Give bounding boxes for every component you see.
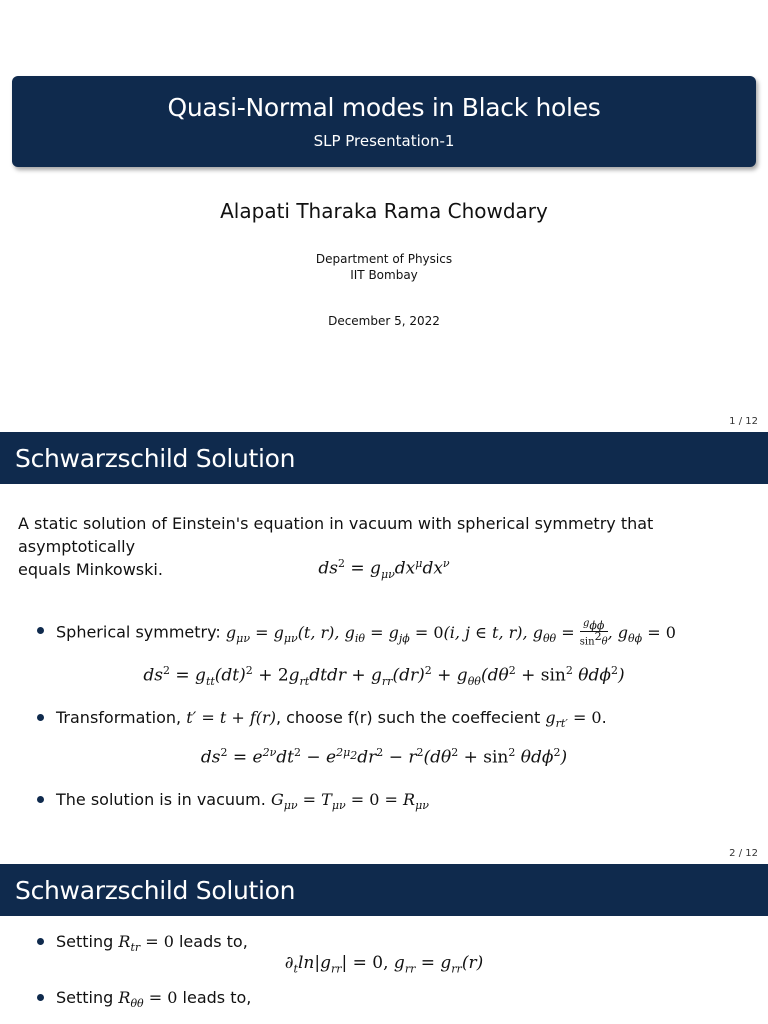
intro-line-2: equals Minkowski. — [18, 560, 163, 579]
bullet-label: Setting — [56, 988, 114, 1007]
bullet-marker — [37, 714, 44, 721]
intro-line-1: A static solution of Einstein's equation in vacuum with spherical symmetry that asymptotically — [18, 514, 654, 556]
bullet-label: Transformation, — [56, 708, 182, 727]
coefficient-formula: $g_{rt'} = 0$ — [545, 708, 602, 731]
presentation-title: Quasi-Normal modes in Black holes — [167, 93, 601, 122]
transformed-metric-equation: $ds^2 = e^{2\nu}dt^2 - e^{2\mu_2}dr^2 - r^2(d\theta^2 + \sin^2 \theta d\phi^2)$ — [200, 746, 568, 768]
bullet-setting-rthetatheta — [56, 986, 756, 1015]
bullet-marker — [37, 796, 44, 803]
bullet-spherical-symmetry — [56, 619, 756, 650]
bullet-label: The solution is in vacuum. — [56, 790, 266, 809]
symmetry-formula: $g_{\mu\nu} = g_{\mu\nu}(t$, r), $g_{i\theta} = g_{j\phi} = 0(i$, j ∈ t, r), $g_{\theta\theta}$ = $g_{\phi\phi}$ $\sin^2\theta$, $g_{\theta\phi} = 0$ — [225, 618, 676, 648]
grr-equation: $\partial_t\ln|g_{rr}| = 0$, $g_{rr} = g_{rr}(r)$ — [284, 953, 484, 976]
frame-title: Schwarzschild Solution — [15, 444, 296, 473]
frame-header — [0, 432, 768, 484]
line-element-equation: $ds^2 = g_{tt}(dt)^2$ + $2g_{rt}dtdr + g_{rr}(dr)^2 + g_{\theta\theta}(d\theta^2 + \sin^2 \theta d\phi^2)$ — [143, 664, 625, 689]
transformation-formula: t′ = t + f(r) — [186, 708, 276, 727]
bullet-text: leads to, — [182, 988, 252, 1007]
title-block — [12, 76, 756, 167]
page-number: 2 / 12 — [729, 848, 758, 859]
presentation-subtitle: SLP Presentation-1 — [313, 132, 455, 150]
page-number: 1 / 12 — [729, 416, 758, 427]
bullet-text: leads to, — [178, 932, 248, 951]
rthetatheta-formula: $R_{\theta\theta} = 0$ — [118, 988, 178, 1011]
author-name: Alapati Tharaka Rama Chowdary — [220, 199, 548, 223]
bullet-marker — [37, 938, 44, 945]
institute: IIT Bombay — [350, 268, 418, 282]
bullet-label: Spherical symmetry: — [56, 622, 221, 642]
frame-header — [0, 864, 768, 916]
bullet-text: , choose f(r) such the coeffecient — [275, 708, 541, 727]
bullet-marker — [37, 994, 44, 1001]
metric-equation: $ds^2 = g_{\mu\nu}dx^\mu dx^\nu$ — [318, 557, 450, 582]
bullet-marker — [37, 627, 44, 634]
bullet-label: Setting — [56, 932, 114, 951]
presentation-date: December 5, 2022 — [328, 314, 440, 328]
bullet-vacuum — [56, 788, 756, 817]
bullet-transformation: Transformation, t′ = t + f(r), choose f(r) such the coeffecient $g_{rt'} = 0$. — [56, 708, 607, 731]
department: Department of Physics — [315, 252, 453, 266]
rtr-formula: $R_{tr} = 0$ — [118, 932, 174, 955]
frame-title: Schwarzschild Solution — [15, 876, 296, 905]
vacuum-formula: $G_{\mu\nu} = T_{\mu\nu} = 0 = R_{\mu\nu}$ — [270, 790, 429, 813]
